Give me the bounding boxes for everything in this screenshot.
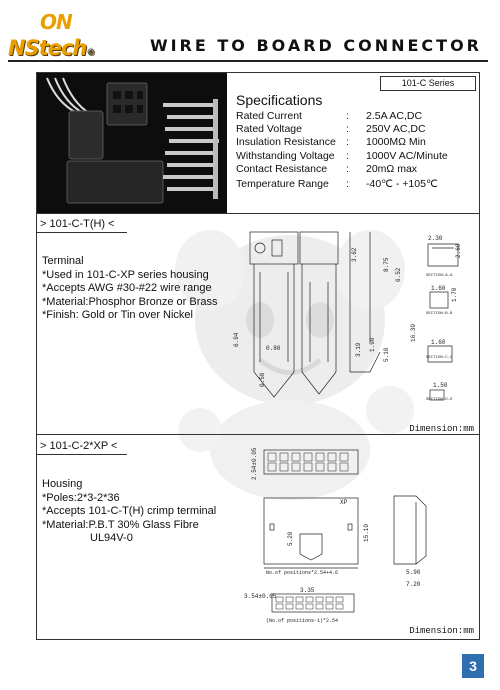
section-label: SECTION:D-D <box>426 398 453 402</box>
dimension-note: Dimension:mm <box>409 626 474 636</box>
dim-label: 1.50 <box>433 382 448 389</box>
formula-label: (No.of positions-1)*2.54 <box>266 618 339 624</box>
dim-label: 2.60 <box>455 243 462 258</box>
dim-label: 3.19 <box>355 342 362 357</box>
terminal-description <box>42 255 217 323</box>
section-label: SECTION:C-C <box>426 356 453 360</box>
housing-line: *Accepts 101-C-T(H) crimp terminal <box>42 505 217 517</box>
dim-label: XP <box>340 499 348 506</box>
terminal-heading: Terminal <box>42 255 84 267</box>
housing-drawing <box>240 444 478 644</box>
dim-label: 7.20 <box>406 581 421 588</box>
terminal-line: *Finish: Gold or Tin over Nickel <box>42 309 193 321</box>
dim-label: 5.20 <box>287 531 294 546</box>
dim-label: 16.30 <box>410 323 417 342</box>
terminal-drawing <box>220 222 478 422</box>
specifications-heading: Specifications <box>236 92 323 108</box>
dim-label: 0.80 <box>266 345 281 352</box>
spec-row: Temperature Range : -40℃ - +105℃ <box>236 178 438 190</box>
page-title: WIRE TO BOARD CONNECTOR <box>149 36 482 55</box>
formula-label: No.of positions*2.54+4.6 <box>266 570 339 576</box>
dim-label: 8.75 <box>383 257 390 272</box>
product-photo <box>37 73 227 213</box>
housing-heading: Housing <box>42 478 83 490</box>
dim-label: 6.94 <box>233 332 240 347</box>
section-underline <box>37 454 127 455</box>
spec-row: Rated Current : 2.5A AC,DC <box>236 110 423 122</box>
terminal-line: *Accepts AWG #30-#22 wire range <box>42 282 212 294</box>
spec-row: Withstanding Voltage : 1000V AC/Minute <box>236 150 448 162</box>
section-tag-terminal: > 101-C-T(H) < <box>40 218 115 230</box>
spec-row: Rated Voltage : 250V AC,DC <box>236 123 426 135</box>
dim-label: 15.10 <box>363 523 370 542</box>
logo-brand: NStech® <box>8 36 95 60</box>
dim-label: 2.54±0.05 <box>251 447 258 480</box>
title-rule <box>8 60 488 62</box>
dim-label: 1.60 <box>431 339 446 346</box>
terminal-line: *Used in 101-C-XP series housing <box>42 268 209 281</box>
housing-line: UL94V-0 <box>90 532 133 544</box>
spec-row: Contact Resistance : 20mΩ max <box>236 163 418 175</box>
terminal-line: *Material:Phosphor Bronze or Brass <box>42 295 218 308</box>
page-number: 3 <box>462 654 484 678</box>
series-badge: 101-C Series <box>380 76 476 91</box>
dim-label: 3.62 <box>351 247 358 262</box>
dim-label: 5.90 <box>406 569 421 576</box>
section-label: SECTION:B-B <box>426 312 453 316</box>
dimension-note: Dimension:mm <box>409 424 474 434</box>
logo-top-text: ON <box>40 10 72 34</box>
dim-label: 0.50 <box>259 372 266 387</box>
section-label: SECTION:A-A <box>426 274 453 278</box>
section-underline <box>37 232 127 233</box>
dim-label: 1.60 <box>431 285 446 292</box>
dim-label: 1.70 <box>451 287 458 302</box>
dim-label: 3.54±0.05 <box>244 593 277 600</box>
spec-row: Insulation Resistance : 1000MΩ Min <box>236 136 426 148</box>
section-tag-housing: > 101-C-2*XP < <box>40 440 118 452</box>
dim-label: 2.30 <box>428 235 443 242</box>
housing-line: *Poles:2*3-2*36 <box>42 491 120 504</box>
housing-description <box>42 478 216 546</box>
housing-line: *Material:P.B.T 30% Glass Fibre <box>42 518 199 531</box>
divider <box>37 213 479 214</box>
dim-label: 3.35 <box>300 587 315 594</box>
divider <box>37 434 479 435</box>
dim-label: 5.10 <box>383 347 390 362</box>
dim-label: 1.90 <box>369 337 376 352</box>
dim-label: 6.52 <box>395 267 402 282</box>
